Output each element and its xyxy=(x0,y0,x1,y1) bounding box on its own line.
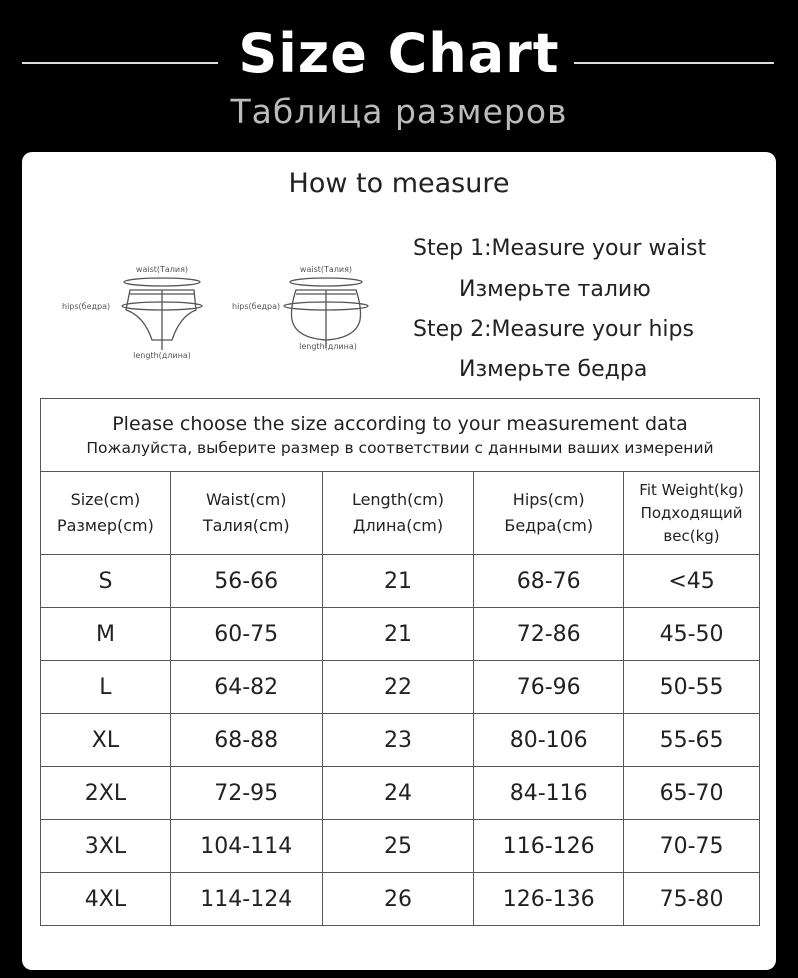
step-2: Step 2:Measure your hips xyxy=(413,317,694,342)
length-label: length(длина) xyxy=(299,342,357,351)
cell-hips: 126-136 xyxy=(474,873,624,926)
page-title: Size Chart xyxy=(238,22,560,85)
cell-waist: 114-124 xyxy=(170,873,322,926)
cell-length: 22 xyxy=(322,661,474,714)
col-header-waist: Waist(cm) Талия(cm) xyxy=(170,472,322,555)
size-table xyxy=(40,398,760,926)
length-label: length(длина) xyxy=(133,351,191,360)
waist-label: waist(Талия) xyxy=(299,265,353,274)
cell-size: S xyxy=(41,555,171,608)
cell-length: 26 xyxy=(322,873,474,926)
cell-weight: 50-55 xyxy=(624,661,760,714)
col-header-length: Length(cm) Длина(cm) xyxy=(322,472,474,555)
cell-waist: 60-75 xyxy=(170,608,322,661)
step-1: Step 1:Measure your waist xyxy=(413,236,707,261)
cell-size: 2XL xyxy=(41,767,171,820)
cell-length: 23 xyxy=(322,714,474,767)
col-header-hips: Hips(cm) Бедра(cm) xyxy=(474,472,624,555)
table-row xyxy=(41,714,760,767)
cell-length: 25 xyxy=(322,820,474,873)
waist-label: waist(Талия) xyxy=(135,265,189,274)
cell-size: 3XL xyxy=(41,820,171,873)
title-divider-right xyxy=(574,62,774,64)
cell-length: 21 xyxy=(322,555,474,608)
table-row xyxy=(41,767,760,820)
cell-hips: 80-106 xyxy=(474,714,624,767)
cell-size: M xyxy=(41,608,171,661)
page-subtitle: Таблица размеров xyxy=(230,92,568,131)
cell-waist: 68-88 xyxy=(170,714,322,767)
hips-label: hips(бедра) xyxy=(232,302,281,311)
cell-size: XL xyxy=(41,714,171,767)
cell-hips: 84-116 xyxy=(474,767,624,820)
cell-waist: 104-114 xyxy=(170,820,322,873)
how-to-measure-heading: How to measure xyxy=(288,168,510,199)
table-note-row xyxy=(41,399,760,472)
cell-weight: 70-75 xyxy=(624,820,760,873)
note-ru: Пожалуйста, выберите размер в соответствии с данными ваших измерений xyxy=(86,439,714,457)
cell-size: 4XL xyxy=(41,873,171,926)
col-header-size: Size(cm) Размер(cm) xyxy=(41,472,171,555)
cell-weight: <45 xyxy=(624,555,760,608)
cell-hips: 68-76 xyxy=(474,555,624,608)
cell-hips: 72-86 xyxy=(474,608,624,661)
cell-waist: 56-66 xyxy=(170,555,322,608)
col-header-weight: Fit Weight(kg) Подходящий вес(kg) xyxy=(624,472,760,555)
cell-weight: 45-50 xyxy=(624,608,760,661)
step-2-ru: Измерьте бедра xyxy=(459,357,648,382)
cell-length: 21 xyxy=(322,608,474,661)
table-row xyxy=(41,555,760,608)
brief-diagram xyxy=(60,258,380,368)
note-en: Please choose the size according to your measurement data xyxy=(112,413,688,435)
cell-waist: 72-95 xyxy=(170,767,322,820)
cell-weight: 75-80 xyxy=(624,873,760,926)
cell-weight: 55-65 xyxy=(624,714,760,767)
table-header-row xyxy=(41,472,760,555)
hips-label: hips(бедра) xyxy=(62,302,111,311)
table-row xyxy=(41,608,760,661)
table-row xyxy=(41,873,760,926)
table-row xyxy=(41,820,760,873)
cell-weight: 65-70 xyxy=(624,767,760,820)
cell-size: L xyxy=(41,661,171,714)
cell-waist: 64-82 xyxy=(170,661,322,714)
cell-hips: 76-96 xyxy=(474,661,624,714)
step-1-ru: Измерьте талию xyxy=(459,277,651,302)
cell-length: 24 xyxy=(322,767,474,820)
table-row xyxy=(41,661,760,714)
cell-hips: 116-126 xyxy=(474,820,624,873)
